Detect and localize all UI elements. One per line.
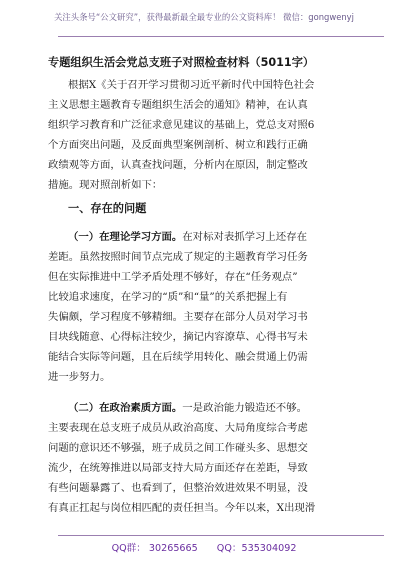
- theory-paragraph: [48, 227, 382, 387]
- footer-qq: QQ：535304092: [216, 543, 297, 554]
- section-heading: 一、存在的问题: [68, 202, 147, 215]
- text-line: 有真正扛起与岗位相匹配的责任担当。今年以来，X出现滑: [48, 502, 316, 514]
- text-line: 流少，在统筹推进以局部支持大局方面还存在差距，导致: [48, 462, 308, 474]
- text-line: 但在实际推进中工学矛盾处理不够好，存在“任务观点”: [48, 271, 298, 283]
- banner-text: 关注头条号“公文研究”，获得最新最全最专业的公文资料库！ 微信：gongwenyj: [54, 12, 354, 22]
- politics-first-tail: 一是政治能力锻造还不够。: [182, 402, 307, 414]
- theory-first-tail: 在对标对表抓学习上还存在: [182, 231, 307, 243]
- text-line: 能结合实际等问题，且在后续学用转化、融会贯通上仍需: [48, 351, 308, 363]
- footer-qq-group: QQ群： 30265665: [111, 543, 198, 554]
- theory-label: （一）在理论学习方面。: [68, 231, 183, 243]
- text-line: 失偏颇，学习程度不够精细。主要存在部分人员对学习书: [48, 311, 308, 323]
- text-line: 主要表现在总支班子成员从政治高度、大局角度综合考虑: [48, 422, 308, 434]
- politics-first-line: [48, 398, 382, 418]
- theory-first-line: [48, 227, 382, 247]
- top-banner: [0, 0, 408, 38]
- text-line: 根据X《关于召开学习贯彻习近平新时代中国特色社会: [68, 79, 315, 91]
- text-line: 组织学习教育和广泛征求意见建议的基础上，党总支对照6: [48, 119, 315, 131]
- text-line: 问题的意识还不够强，班子成员之间工作碰头多、思想交: [48, 442, 308, 454]
- text-line: 措施。现对照剖析如下：: [48, 179, 163, 191]
- text-line: 政绩观等方面，认真查找问题，分析内在原因，制定整改: [48, 159, 308, 171]
- footer: [0, 540, 408, 554]
- banner-divider: [58, 36, 384, 37]
- politics-label: （二）在政治素质方面。: [68, 402, 183, 414]
- text-line: 差距。虽然按照时间节点完成了规定的主题教育学习任务: [48, 251, 308, 263]
- text-line: 个方面突出问题，及反面典型案例剖析、树立和践行正确: [48, 139, 308, 151]
- text-line: 进一步努力。: [48, 371, 111, 383]
- document-title: 专题组织生活会党总支班子对照检查材料（5011字）: [48, 56, 315, 69]
- intro-paragraph: [48, 75, 382, 195]
- text-line: 主义思想主题教育专题组织生活会的通知》精神，在认真: [48, 99, 308, 111]
- politics-paragraph: [48, 398, 382, 518]
- text-line: 目块线随意、心得标注较少，摘记内容潦草、心得书写未: [48, 331, 308, 343]
- text-line: 有些问题暴露了、也看到了，但整治效进效果不明显，没: [48, 482, 308, 494]
- text-line: 比较追求速度，在学习的“质”和“量”的关系把握上有: [48, 291, 288, 303]
- footer-divider: [58, 535, 384, 536]
